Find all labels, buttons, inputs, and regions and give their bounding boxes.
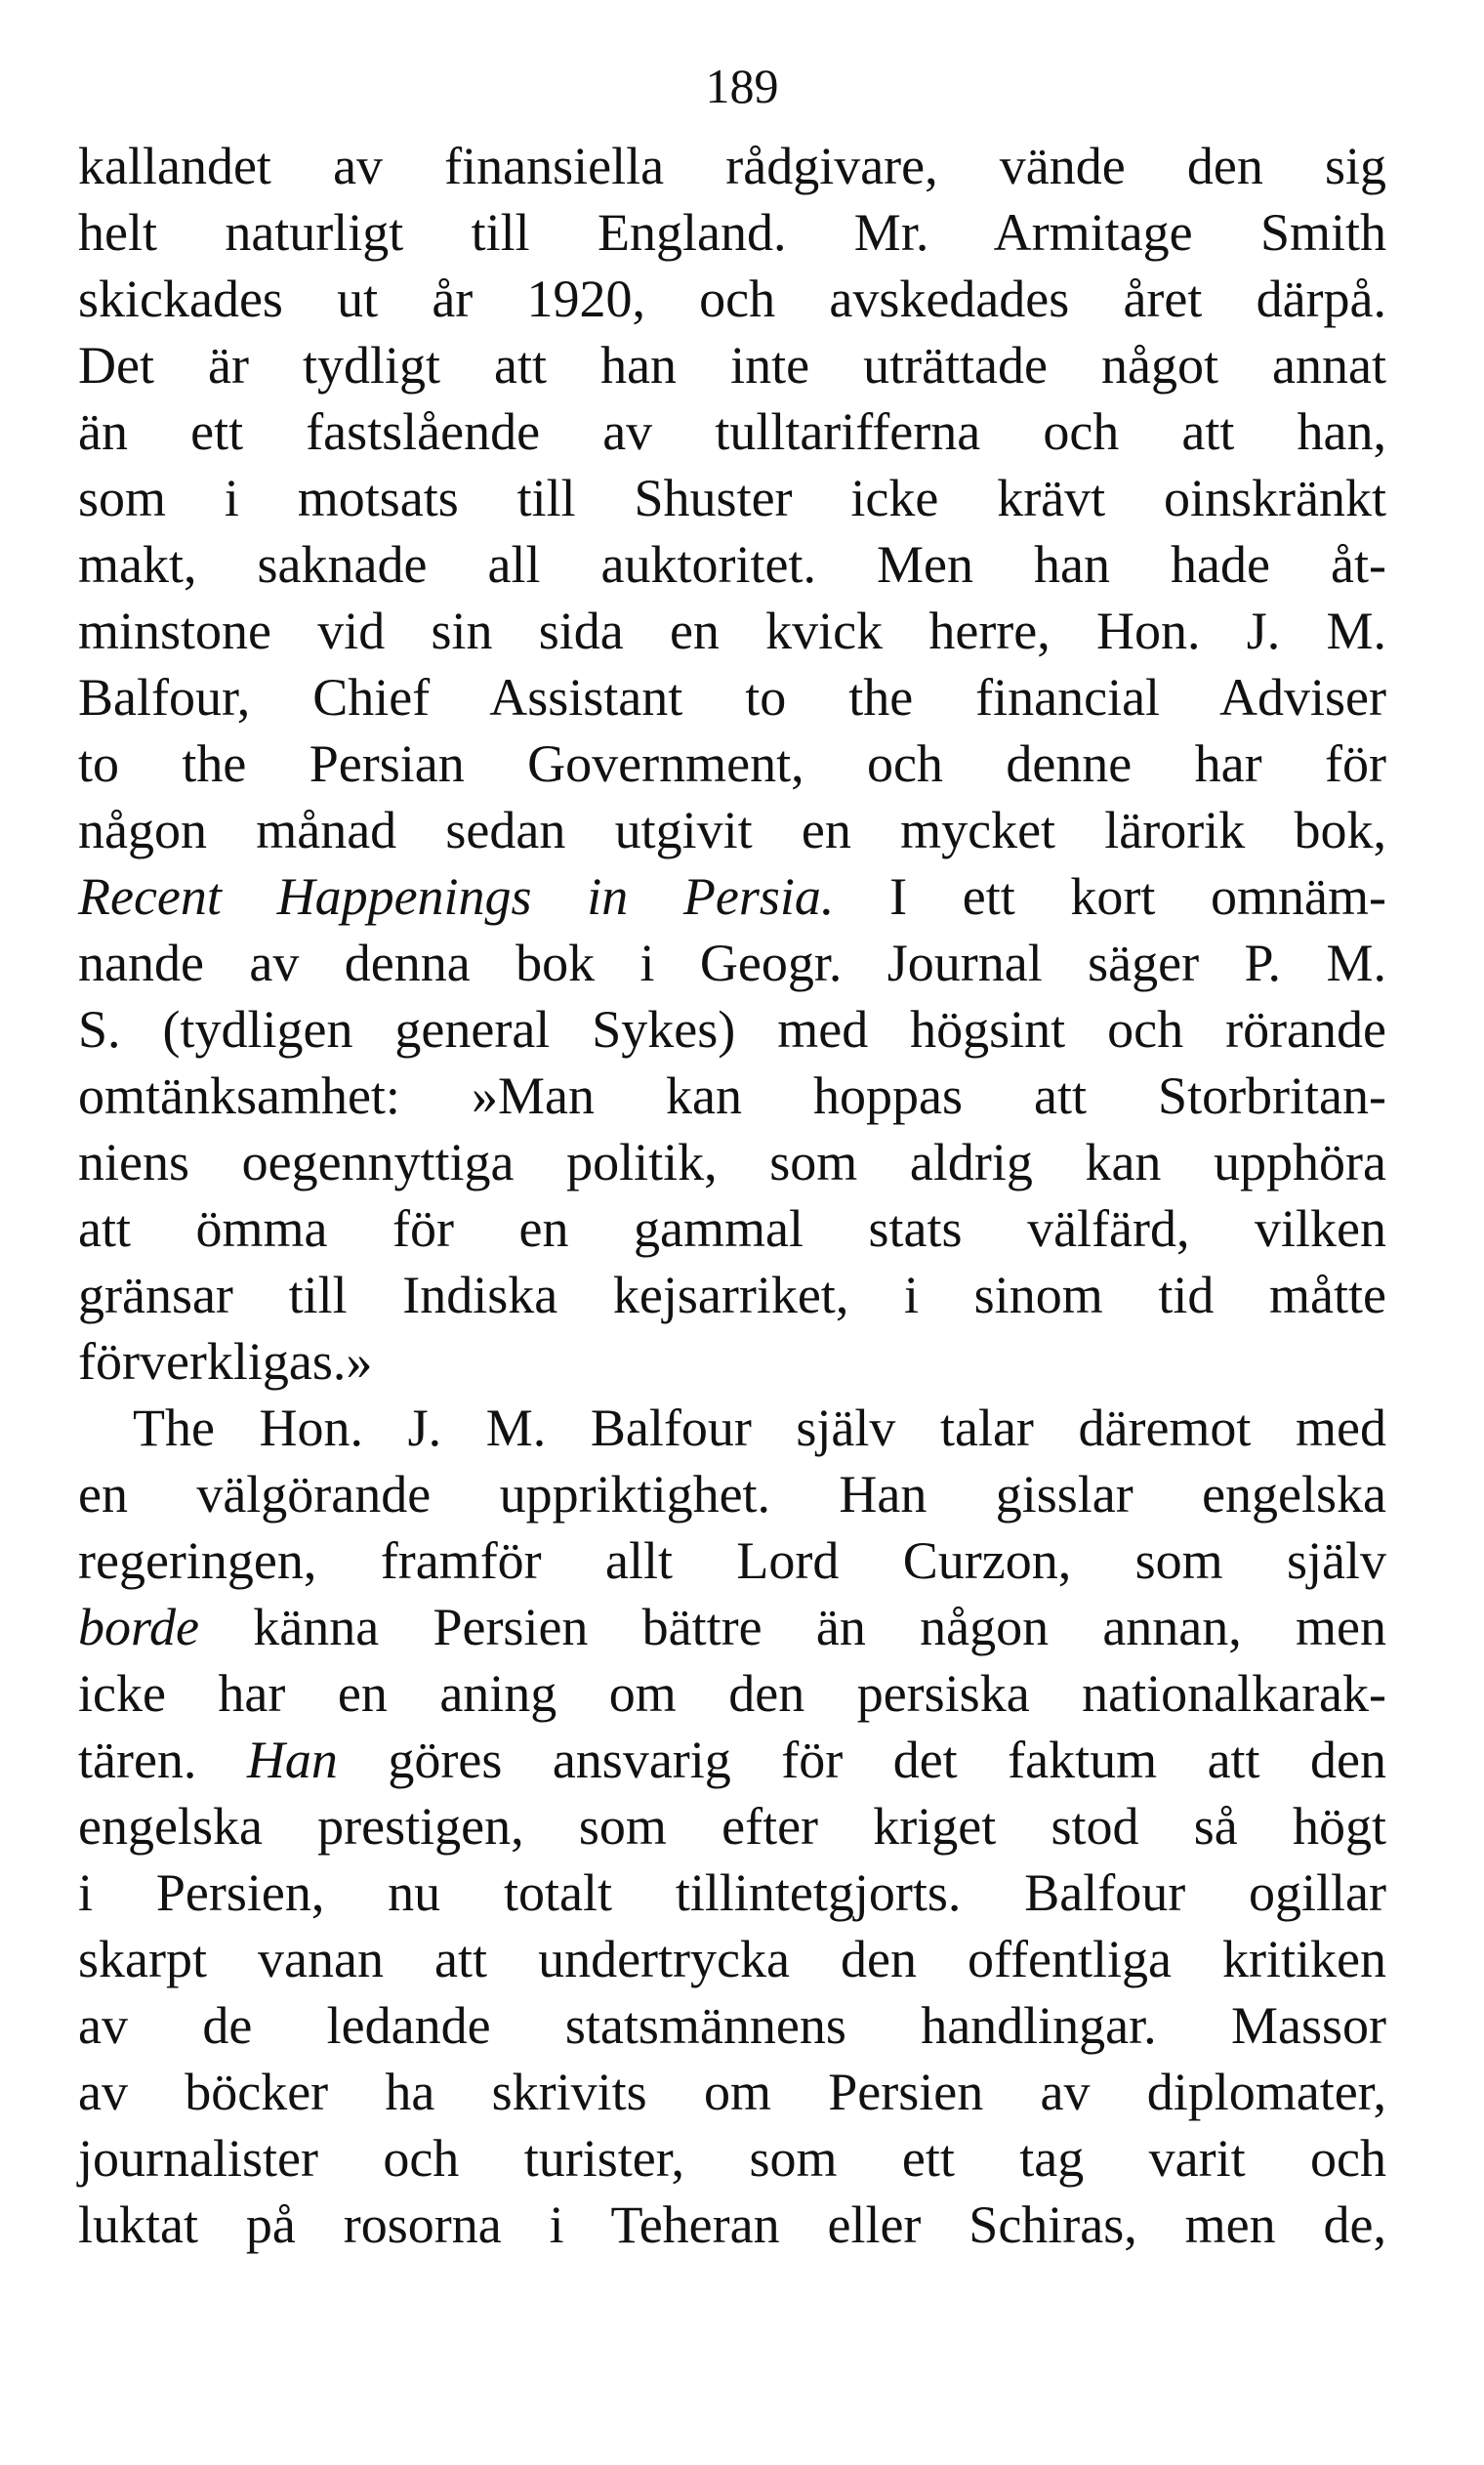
text-line: The Hon. J. M. Balfour själv talar däremot med — [133, 1399, 1386, 1457]
text-line: Balfour, Chief Assistant to the financial Adviser — [78, 668, 1386, 727]
text-line — [78, 1594, 1386, 1660]
text-line: engelska prestigen, som efter kriget stod så högt — [78, 1797, 1386, 1856]
text-line: av böcker ha skrivits om Persien av diplomater, — [78, 2063, 1386, 2121]
text-line: någon månad sedan utgivit en mycket lärorik bok, — [78, 801, 1386, 859]
text-segment: göres ansvarig för det faktum att den — [337, 1731, 1387, 1789]
text-line: Det är tydligt att han inte uträttade något annat — [78, 336, 1386, 395]
text-line: to the Persian Government, och denne har för — [78, 734, 1386, 793]
text-line: att ömma för en gammal stats välfärd, vilken — [78, 1199, 1386, 1258]
text-line: skarpt vanan att undertrycka den offentliga kritiken — [78, 1930, 1386, 1988]
text-line: gränsar till Indiska kejsarriket, i sinom tid måtte — [78, 1266, 1386, 1324]
text-line: niens oegennyttiga politik, som aldrig kan upphöra — [78, 1133, 1386, 1191]
text-line: av de ledande statsmännens handlingar. Massor — [78, 1996, 1386, 2055]
text-line: omtänksamhet: »Man kan hoppas att Storbritan- — [78, 1066, 1386, 1125]
text-line: regeringen, framför allt Lord Curzon, som själv — [78, 1531, 1386, 1590]
text-line — [78, 1727, 1386, 1793]
text-line: minstone vid sin sida en kvick herre, Hon. J. M. — [78, 602, 1386, 660]
text-line: icke har en aning om den persiska nationalkarak- — [78, 1664, 1386, 1723]
text-line: skickades ut år 1920, och avskedades året därpå. — [78, 270, 1386, 328]
text-line: som i motsats till Shuster icke krävt oinskränkt — [78, 469, 1386, 527]
text-segment: I ett kort omnäm- — [834, 867, 1386, 926]
text-line: luktat på rosorna i Teheran eller Schiras, men de, — [78, 2195, 1386, 2254]
text-line: S. (tydligen general Sykes) med högsint och rörande — [78, 1000, 1386, 1059]
text-line: makt, saknade all auktoritet. Men han hade åt- — [78, 535, 1386, 594]
text-line — [78, 863, 1386, 930]
body-text — [78, 133, 1386, 2258]
emphasis: Han — [246, 1731, 338, 1789]
text-line: än ett fastslående av tulltarifferna och att han, — [78, 402, 1386, 461]
text-line: en välgörande uppriktighet. Han gisslar engelska — [78, 1465, 1386, 1524]
text-line: i Persien, nu totalt tillintetgjorts. Balfour ogillar — [78, 1863, 1386, 1922]
text-line: kallandet av finansiella rådgivare, vände den sig — [78, 137, 1386, 195]
page-number: 189 — [705, 59, 779, 113]
book-title: Recent Happenings in Persia. — [78, 867, 835, 926]
text-line: helt naturligt till England. Mr. Armitage Smith — [78, 203, 1386, 262]
text-line: nande av denna bok i Geogr. Journal säger P. M. — [78, 934, 1386, 992]
text-segment: känna Persien bättre än någon annan, men — [198, 1598, 1386, 1656]
emphasis: borde — [78, 1598, 199, 1656]
text-line: förverkligas.» — [78, 1332, 373, 1391]
text-segment: tären. — [78, 1731, 247, 1789]
text-line: journalister och turister, som ett tag varit och — [78, 2129, 1386, 2188]
